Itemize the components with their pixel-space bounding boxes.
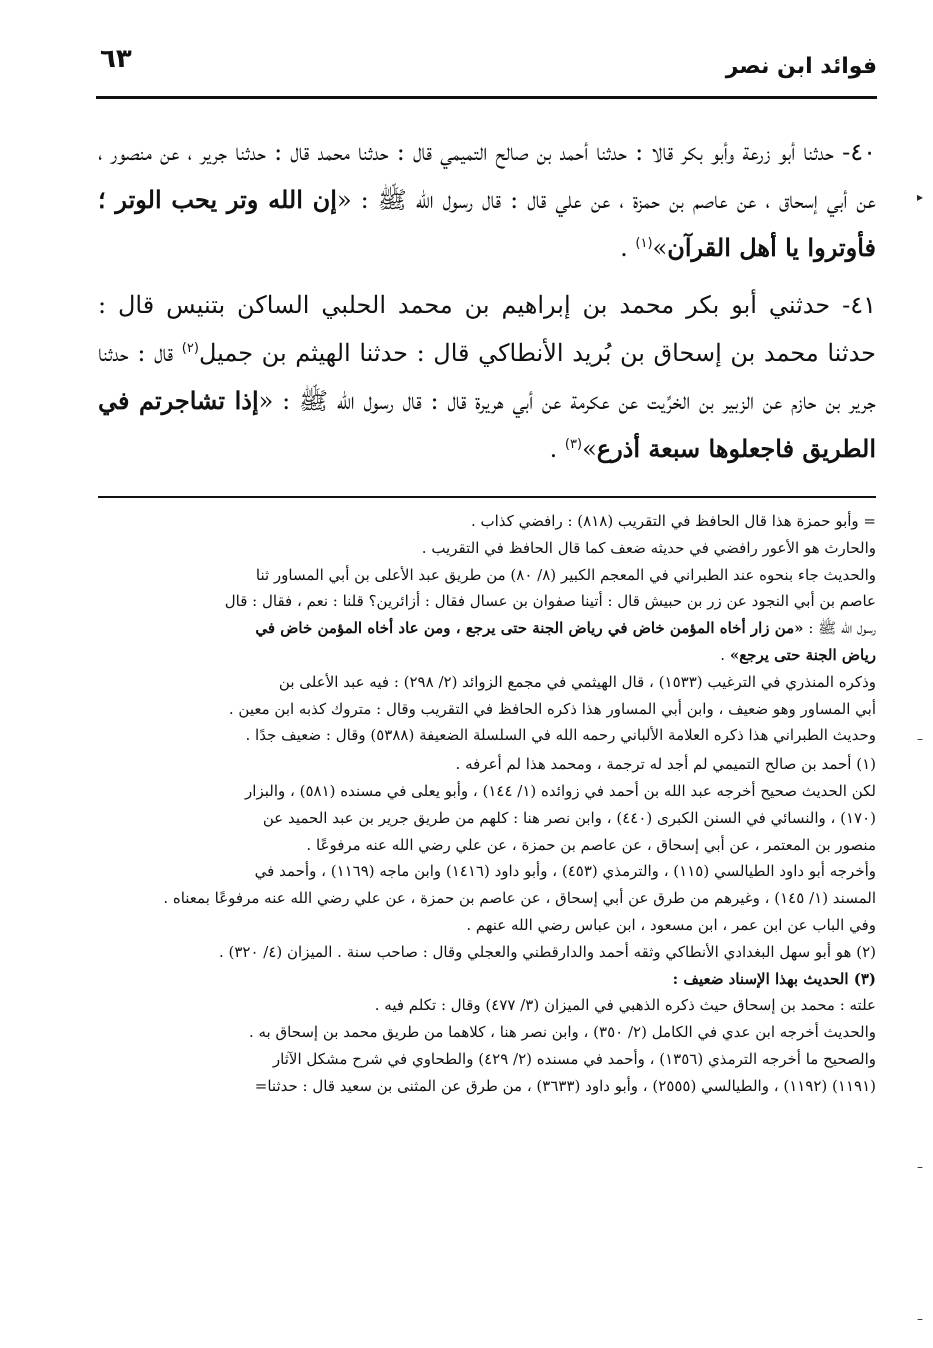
- footnote-line: والحديث جاء بنحوه عند الطبراني في المعجم الكبير (٨/ ٨٠) من طريق عبد الأعلى بن أبي المساور ثنا: [255, 565, 876, 584]
- footnote-quote: «من زار أخاه المؤمن خاض في رياض الجنة حتى يرجع ، ومن عاد أخاه المؤمن خاض في: [255, 619, 804, 638]
- hadith-41-line-2a: حدثنا محمد بن إسحاق بن بُريد الأنطاكي قال : حدثنا الهيثم بن جميل: [198, 339, 877, 367]
- footnote-text: رسول الله ﷺ :: [803, 619, 876, 638]
- hadith-41-quote-close: »: [582, 435, 597, 463]
- footnote-line: لكن الحديث صحيح أخرجه عبد الله بن أحمد في زوائده (١/ ١٤٤) ، وأبو يعلى في مسنده (٥٨١) ، والبزار: [245, 781, 876, 800]
- page-number: ٦٣: [100, 44, 132, 74]
- book-title: فوائد ابن نصر: [725, 54, 877, 79]
- footnote-quote: رياض الجنة حتى يرجع»: [729, 645, 876, 664]
- footnote-line: والصحيح ما أخرجه الترمذي (١٣٥٦) ، وأحمد في مسنده (٢/ ٤٢٩) والطحاوي في شرح مشكل الآثار: [272, 1049, 876, 1068]
- footnote-line: المسند (١/ ١٤٥) ، وغيرهم من طرق عن أبي إسحاق ، عن عاصم بن حمزة ، عن علي رضي الله عنه مرفوعًا بمعناه .: [163, 889, 876, 908]
- footnote-2: (٢) هو أبو سهل البغدادي الأنطاكي وثقه أحمد والدارقطني والعجلي وقال : صاحب سنة . الميزان (٤/ ٣٢٠) .: [218, 942, 876, 961]
- hadith-41-line-1: ٤١- حدثني أبو بكر محمد بن إبراهيم بن محمد الحلبي الساكن بتنيس قال :: [98, 291, 877, 319]
- footnote-1: (١) أحمد بن صالح التميمي لم أجد له ترجمة ، ومحمد هذا لم أعرفه .: [455, 755, 876, 774]
- footnote-line: (١٧٠) ، والنسائي في السنن الكبرى (٤٤٠) ، وابن نصر هنا : كلهم من طريق جرير بن عبد الحميد عن: [262, 808, 876, 827]
- footnote-line: وفي الباب عن ابن عمر ، ابن مسعود ، ابن عباس رضي الله عنهم .: [466, 915, 876, 934]
- footnote-line: عاصم بن أبي النجود عن زر بن حبيش قال : أتينا صفوان بن عسال فقال : أزائرين؟ قلنا : نعم ، فقال : قال: [224, 592, 876, 611]
- hadith-40-line-2: محمد قال : حدثنا جرير ، عن منصور ، عن أبي إسحاق ، عن عاصم بن حمزة ، عن: [98, 138, 876, 214]
- footnote-ref-2: (٢): [181, 341, 199, 356]
- margin-mark: –: [917, 1160, 923, 1174]
- footnote-text: .: [720, 645, 730, 664]
- footnote-3: [98, 966, 876, 993]
- footnote-ref-3: (٣): [564, 437, 583, 452]
- footnotes: [98, 508, 876, 1100]
- footnote-line: والحارث هو الأعور رافضي في حديثه ضعف كما قال الحافظ في التقريب .: [421, 538, 876, 557]
- hadith-41-line-3: جرير بن حازم عن الزبير بن الخرِّيت عن عكرمة عن أبي هريرة قال : قال رسول الله: [336, 387, 876, 415]
- hadith-40-quote-close: »: [652, 234, 668, 262]
- footnote-separator: [98, 496, 876, 498]
- footnote-line: [98, 615, 876, 642]
- hadith-40-end: .: [620, 234, 636, 262]
- footnote-line: أبي المساور وهو ضعيف ، وابن أبي المساور هذا ذكره الحافظ في التقريب وقال : متروك كذبه ابن معين .: [228, 699, 876, 718]
- main-text: [98, 128, 876, 473]
- footnote-line: وأخرجه أبو داود الطيالسي (١١٥) ، والترمذي (٤٥٣) ، وأبو داود (١٤١٦) وابن ماجه (١١٦٩) ، وأحمد في: [254, 862, 876, 881]
- footnote-line: وذكره المنذري في الترغيب (١٥٣٣) ، قال الهيثمي في مجمع الزوائد (٢/ ٢٩٨) : فيه عبد الأعلى بن: [278, 672, 876, 691]
- hadith-41-end: .: [549, 435, 565, 463]
- footnote-line: منصور بن المعتمر ، عن أبي إسحاق ، عن عاصم بن حمزة ، عن علي رضي الله عنه مرفوعًا .: [306, 835, 876, 854]
- margin-mark: –: [917, 1312, 923, 1326]
- footnote-line: [98, 642, 876, 669]
- margin-mark: ▸: [916, 190, 923, 204]
- footnote-line: (١١٩١) (١١٩٢) ، والطيالسي (٢٥٥٥) ، وأبو داود (٣٦٣٣) ، من طرق عن المثنى بن سعيد قال : حدثنا=: [254, 1076, 876, 1095]
- hadith-40: [98, 128, 876, 272]
- hadith-41-line-2b: قال : حدثنا: [98, 339, 182, 367]
- footnote-3-heading: (٣) الحديث بهذا الإسناد ضعيف :: [672, 969, 876, 988]
- hadith-41: [98, 281, 876, 473]
- footnote-ref-1: (١): [635, 236, 653, 251]
- margin-mark: –: [917, 732, 923, 746]
- footnote-line: علته : محمد بن إسحاق حيث ذكره الذهبي في الميزان (٣/ ٤٧٧) وقال : تكلم فيه .: [374, 996, 876, 1015]
- hadith-40-line-1: ٤٠- حدثنا أبو زرعة وأبو بكر قالا : حدثنا أحمد بن صالح التميمي قال : حدثنا: [357, 138, 876, 166]
- hadith-41-quote: إذا تشاجرتم في الطريق فاجعلوها سبعة أذرع: [98, 386, 876, 463]
- hadith-40-line-3-prefix: علي قال : قال رسول الله ﷺ : «: [336, 186, 582, 214]
- hadith-40-quote: إن الله وتر يحب الوتر ؛ فأوتروا يا أهل القرآن: [98, 185, 876, 262]
- page-header: [96, 44, 877, 99]
- footnote-line: والحديث أخرجه ابن عدي في الكامل (٢/ ٣٥٠) ، وابن نصر هنا ، كلاهما من طريق محمد بن إسحاق به .: [248, 1023, 876, 1042]
- footnote-line: = وأبو حمزة هذا قال الحافظ في التقريب (٨١٨) : رافضي كذاب .: [470, 512, 876, 530]
- hadith-41-line-4-prefix: ﷺ : «: [258, 387, 328, 415]
- footnote-line: وحديث الطبراني هذا ذكره العلامة الألباني رحمه الله في السلسلة الضعيفة (٥٣٨٨) وقال : ضعيف جدًا .: [245, 726, 876, 745]
